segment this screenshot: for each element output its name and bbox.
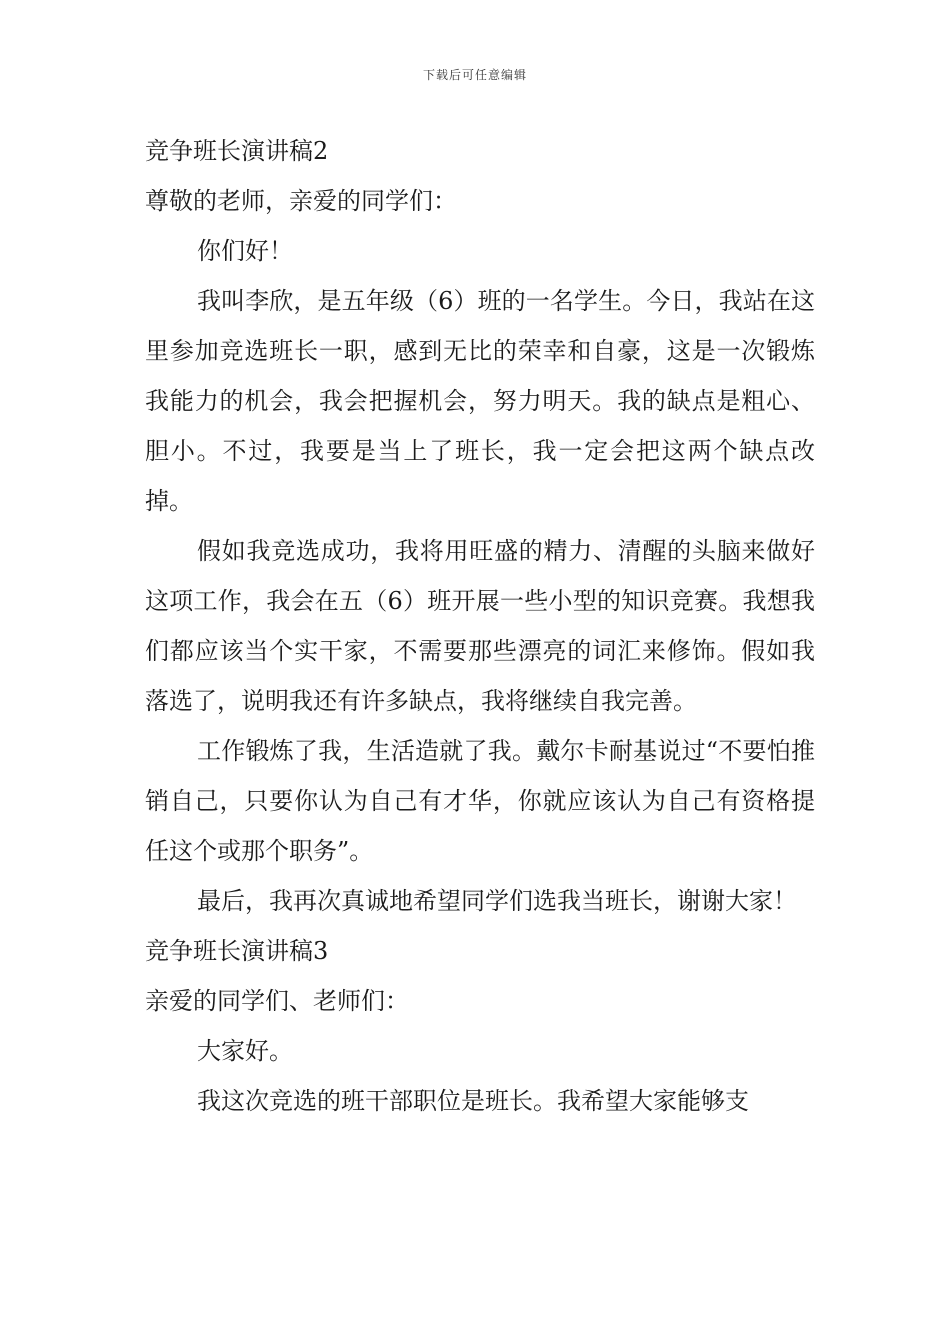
- speech-2-paragraph-plan: 假如我竞选成功，我将用旺盛的精力、清醒的头脑来做好这项工作，我会在五（6）班开展一些小型的知识竞赛。我想我们都应该当个实干家，不需要那些漂亮的词汇来修饰。假如我落选了，说明我还有许多缺点，我将继续自我完善。: [145, 537, 815, 715]
- speech-2-salutation: 尊敬的老师，亲爱的同学们：: [145, 187, 457, 215]
- speech-3-salutation: 亲爱的同学们、老师们：: [145, 987, 409, 1015]
- speech-3-paragraph-intro: 我这次竞选的班干部职位是班长。我希望大家能够支: [197, 1087, 749, 1115]
- speech-2-paragraph-intro: 我叫李欣，是五年级（6）班的一名学生。今日，我站在这里参加竞选班长一职，感到无比的荣幸和自豪，这是一次锻炼我能力的机会，我会把握机会，努力明天。我的缺点是粗心、胆小。不过，我要是当上了班长，我一定会把这两个缺点改掉。: [145, 287, 815, 515]
- speech-2-paragraph-closing: 最后，我再次真诚地希望同学们选我当班长，谢谢大家！: [197, 887, 797, 915]
- speech-3: [145, 926, 815, 1126]
- speech-2-title: 竞争班长演讲稿2: [145, 137, 329, 165]
- speech-3-title: 竞争班长演讲稿3: [145, 937, 329, 965]
- speech-2-paragraph-greeting: 你们好！: [197, 237, 293, 265]
- speech-2: [145, 126, 815, 926]
- document-body: [145, 126, 815, 1126]
- page-header-note: 下载后可任意编辑: [422, 68, 527, 82]
- speech-2-paragraph-quote: 工作锻炼了我，生活造就了我。戴尔卡耐基说过“不要怕推销自己，只要你认为自己有才华，你就应该认为自己有资格提任这个或那个职务”。: [145, 737, 815, 865]
- speech-3-paragraph-greeting: 大家好。: [197, 1037, 293, 1065]
